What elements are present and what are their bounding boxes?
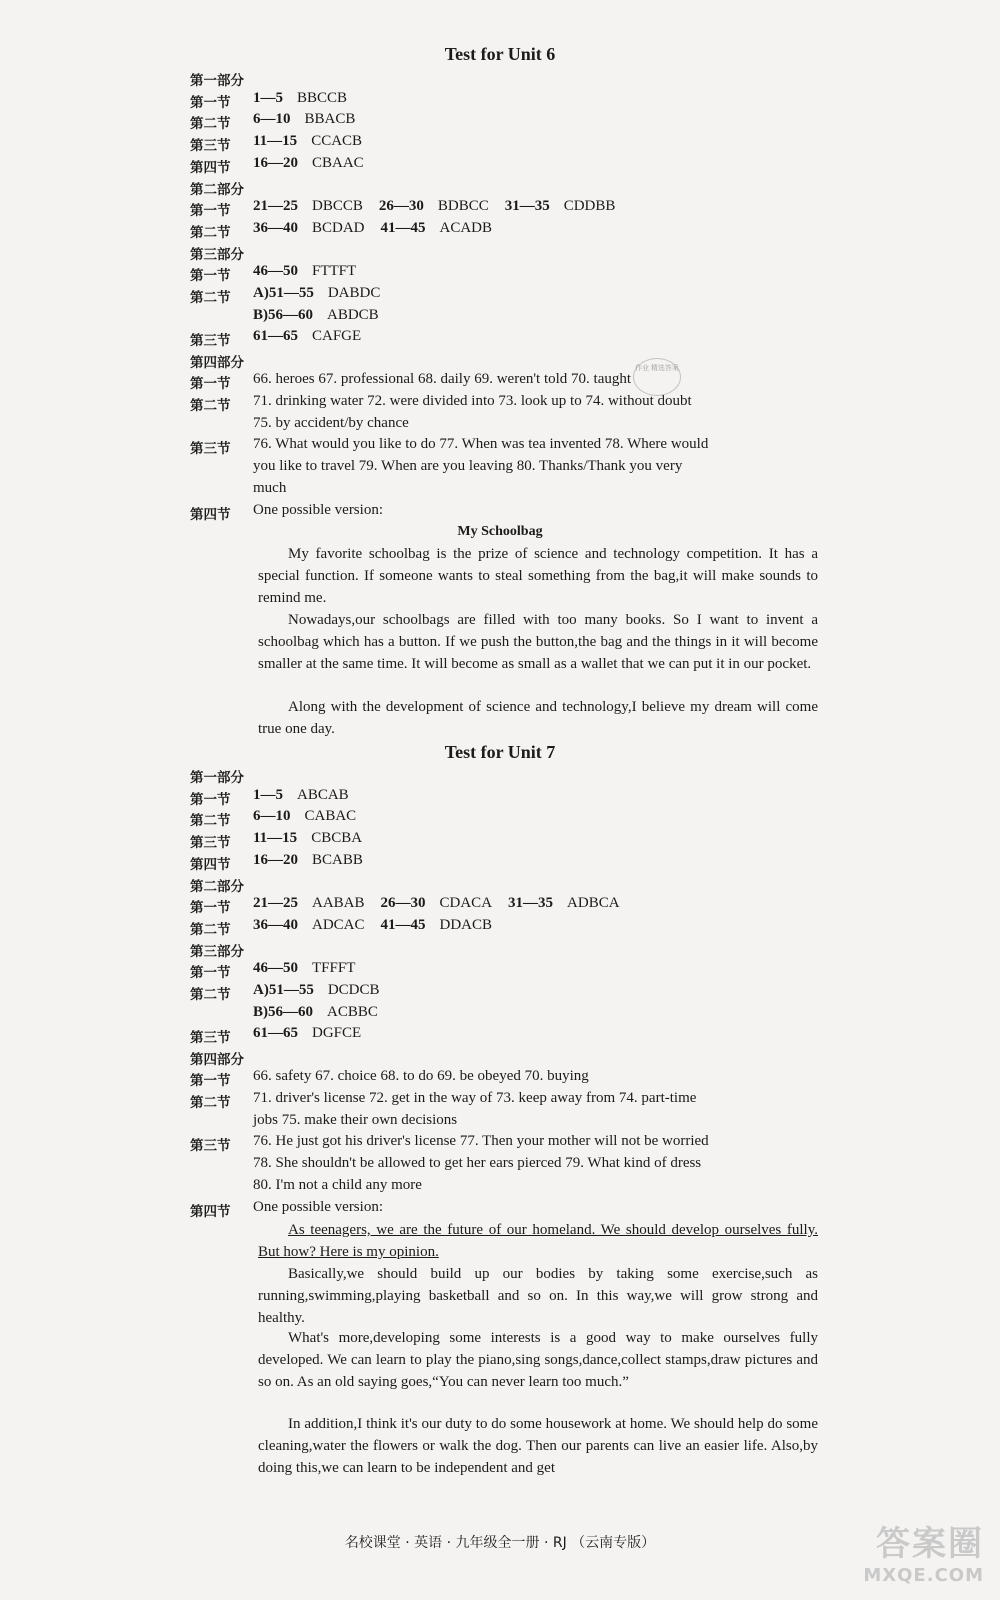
unit7-essay-p2: Basically,we should build up our bodies by taking some exercise,such as running,swimming,playing basketball and so on. In this way,we will grow strong and healthy. — [258, 1266, 818, 1326]
unit6-essay-p3: Along with the development of science and technology,I believe my dream will come true one day. — [258, 699, 818, 737]
unit6-p4-s1: 66. heroes 67. professional 68. daily 69. weren't told 70. taught — [253, 371, 632, 387]
unit7-row-label: 第二节 — [190, 987, 231, 1003]
unit6-answer-line — [253, 263, 356, 280]
question-range: 16—20 — [253, 154, 298, 171]
answer-letters: ADBCA — [567, 895, 620, 912]
unit6-essay-p1: My favorite schoolbag is the prize of science and technology competition. It has a special function. If someone wants to steal something from the bag,it will make sounds to remind me. — [258, 546, 818, 606]
question-range: 21—25 — [253, 198, 298, 215]
unit7-row-label: 第三节 — [190, 835, 231, 852]
unit7-row-label: 第三部分 — [190, 943, 244, 960]
unit7-title: Test for Unit 7 — [444, 742, 556, 762]
question-range: 41—45 — [380, 916, 426, 933]
unit7-p4-s3-label: 第三节 — [190, 1138, 231, 1154]
unit6-row-label: 第二节 — [190, 290, 231, 306]
question-range: 61—65 — [253, 1025, 298, 1042]
unit7-row-label: 第一部分 — [190, 770, 244, 786]
unit6-row-label: 第一节 — [190, 94, 231, 111]
question-range: B)56—60 — [253, 1003, 313, 1020]
unit7-essay-p1: As teenagers, we are the future of our homeland. We should develop ourselves fully. But how? Here is my opinion. — [258, 1222, 818, 1260]
question-range: B)56—60 — [253, 306, 313, 323]
unit7-answer-line — [253, 808, 356, 825]
unit7-answer-line — [253, 1025, 361, 1042]
unit6-p4-s4-label: 第四节 — [190, 507, 231, 523]
answer-letters: ACADB — [439, 219, 493, 236]
unit7-p4-s1-label: 第一节 — [190, 1073, 231, 1089]
question-range: 1—5 — [253, 89, 283, 106]
unit7-row-label: 第一节 — [190, 791, 231, 808]
answer-letters: ADCAC — [312, 916, 365, 933]
unit7-answer-line — [253, 1004, 378, 1021]
watermark-url: MXQE.COM — [863, 1565, 984, 1586]
unit6-row-label: 第一节 — [190, 268, 231, 285]
unit7-p4-s4-intro: One possible version: — [253, 1199, 383, 1215]
answer-letters: BDBCC — [437, 198, 489, 215]
answer-letters: CBCBA — [311, 830, 363, 847]
unit6-answer-line — [253, 90, 347, 107]
unit6-row-label: 第四节 — [190, 159, 231, 176]
unit6-row-label: 第二节 — [190, 116, 231, 133]
unit7-p4-s2-line2: jobs 75. make their own decisions — [253, 1112, 458, 1128]
question-range: 36—40 — [253, 916, 298, 933]
unit6-answer-line — [253, 111, 355, 128]
question-range: 31—35 — [504, 198, 550, 215]
answer-letters: CCACB — [311, 133, 363, 150]
unit6-answer-line — [253, 155, 364, 172]
question-range: 61—65 — [253, 328, 298, 345]
unit6-row-label: 第三节 — [190, 333, 231, 350]
unit6-answer-line — [253, 307, 379, 324]
answer-letters: DGFCE — [312, 1025, 362, 1042]
unit7-row-label: 第二节 — [190, 921, 231, 938]
unit6-row-label: 第二节 — [190, 224, 231, 241]
unit6-row-label: 第三部分 — [190, 246, 244, 263]
unit7-p4-s1: 66. safety 67. choice 68. to do 69. be obeyed 70. buying — [253, 1068, 589, 1084]
unit7-row-label: 第三节 — [190, 1030, 231, 1047]
unit7-answer-line — [253, 852, 363, 869]
answer-letters: CAFGE — [312, 328, 362, 345]
unit7-row-label: 第四节 — [190, 856, 231, 873]
answer-letters: BCDAD — [312, 219, 365, 236]
unit6-answer-line — [253, 328, 361, 345]
unit6-p4-s4-intro: One possible version: — [253, 502, 383, 518]
question-range: 21—25 — [253, 895, 298, 912]
unit7-essay-p4: In addition,I think it's our duty to do some housework at home. We should help do some cleaning,water the flowers or walk the dog. Then our parents can live an easier life. Also,by doing this,we can learn to be independent and get — [258, 1416, 818, 1476]
unit7-p4-s3-line2: 78. She shouldn't be allowed to get her ears pierced 79. What kind of dress — [253, 1155, 702, 1171]
answer-letters: BBACB — [304, 111, 356, 128]
unit6-row-label: 第二部分 — [190, 181, 244, 198]
unit7-answer-line — [253, 917, 492, 934]
unit6-row-label: 第一部分 — [190, 73, 244, 89]
answer-letters: CDACA — [439, 895, 493, 912]
page-footer: 名校课堂 · 英语 · 九年级全一册 · RJ （云南专版） — [344, 1535, 656, 1551]
question-range: 26—30 — [380, 895, 426, 912]
answer-letters: DDACB — [439, 916, 493, 933]
answer-letters: ACBBC — [327, 1003, 378, 1020]
question-range: 1—5 — [253, 786, 283, 803]
unit6-p4-s1-label: 第一节 — [190, 376, 231, 392]
unit7-p4-s2-line1: 71. driver's license 72. get in the way of 73. keep away from 74. part-time — [253, 1090, 697, 1106]
question-range: 26—30 — [378, 198, 424, 215]
unit7-row-label: 第四部分 — [190, 1052, 244, 1069]
answer-letters: DBCCB — [312, 198, 363, 215]
unit6-answer-line — [253, 198, 615, 215]
unit6-row-label: 第三节 — [190, 138, 231, 155]
unit7-row-label: 第一节 — [190, 900, 231, 917]
question-range: 6—10 — [253, 111, 291, 128]
unit7-p4-s2-label: 第二节 — [190, 1095, 231, 1111]
unit7-p4-s3-line1: 76. He just got his driver's license 77. Then your mother will not be worried — [253, 1133, 709, 1149]
question-range: 46—50 — [253, 960, 298, 977]
answer-letters: AABAB — [312, 895, 365, 912]
unit7-answer-line — [253, 982, 380, 999]
unit6-p4-s3-label: 第三节 — [190, 441, 231, 457]
question-range: A)51—55 — [253, 285, 314, 301]
unit6-p4-s3-line2: you like to travel 79. When are you leaving 80. Thanks/Thank you very — [253, 458, 683, 474]
unit6-title: Test for Unit 6 — [444, 44, 556, 64]
question-range: 46—50 — [253, 263, 298, 280]
unit7-p4-s3-line3: 80. I'm not a child any more — [253, 1177, 422, 1193]
unit7-essay-p3: What's more,developing some interests is a good way to make ourselves fully developed. We can learn to play the piano,sing songs,dance,collect stamps,draw pictures and so on. As an old saying goes,“You can never learn too much.” — [258, 1330, 818, 1390]
unit7-answer-line — [253, 830, 362, 847]
answer-letters: CDDBB — [563, 198, 616, 215]
answer-letters: FTTFT — [312, 263, 357, 280]
answer-letters: ABCAB — [297, 786, 349, 803]
question-range: 11—15 — [253, 830, 298, 847]
unit6-answer-line — [253, 220, 492, 237]
question-range: 31—35 — [508, 895, 554, 912]
answer-letters: CABAC — [304, 808, 357, 825]
unit7-answer-line — [253, 960, 355, 977]
unit6-p4-s3-line1: 76. What would you like to do 77. When was tea invented 78. Where would — [253, 436, 709, 452]
unit6-p4-s3-line3: much — [253, 480, 287, 496]
unit7-answer-line — [253, 787, 349, 804]
unit6-answer-line — [253, 285, 380, 302]
unit6-row-label: 第一节 — [190, 203, 231, 220]
answer-letters: DCDCB — [327, 982, 380, 998]
question-range: A)51—55 — [253, 982, 314, 998]
unit7-row-label: 第二节 — [190, 813, 231, 830]
answer-letters: CBAAC — [312, 154, 364, 171]
question-range: 36—40 — [253, 219, 298, 236]
stamp-seal: 作业 精选答案 — [633, 358, 681, 396]
answer-letters: DABDC — [327, 285, 381, 301]
answer-letters: ABDCB — [327, 306, 379, 323]
unit7-p4-s4-label: 第四节 — [190, 1204, 231, 1220]
unit6-essay-p2: Nowadays,our schoolbags are filled with too many books. So I want to invent a schoolbag which has a button. If we push the button,the bag and the things in it will become smaller at the same time. It will become as small as a wallet that we can put it in our pocket. — [258, 612, 818, 672]
site-watermark — [863, 1516, 984, 1586]
unit7-row-label: 第一节 — [190, 965, 231, 982]
unit6-p4-s2-label: 第二节 — [190, 398, 231, 414]
question-range: 16—20 — [253, 851, 298, 868]
watermark-logo-text: 答案圈 — [876, 1524, 984, 1564]
question-range: 41—45 — [380, 219, 426, 236]
answer-letters: TFFFT — [312, 960, 356, 977]
unit7-answer-line — [253, 895, 620, 912]
question-range: 6—10 — [253, 808, 291, 825]
unit6-essay-title: My Schoolbag — [457, 524, 543, 539]
answer-letters: BBCCB — [297, 89, 348, 106]
question-range: 11—15 — [253, 133, 298, 150]
unit7-row-label: 第二部分 — [190, 878, 244, 895]
answer-letters: BCABB — [312, 851, 363, 868]
unit6-p4-s2-line1: 71. drinking water 72. were divided into 73. look up to 74. without doubt — [253, 393, 692, 409]
unit6-row-label: 第四部分 — [190, 355, 244, 372]
unit6-p4-s2-line2: 75. by accident/by chance — [253, 415, 409, 431]
unit6-answer-line — [253, 133, 362, 150]
